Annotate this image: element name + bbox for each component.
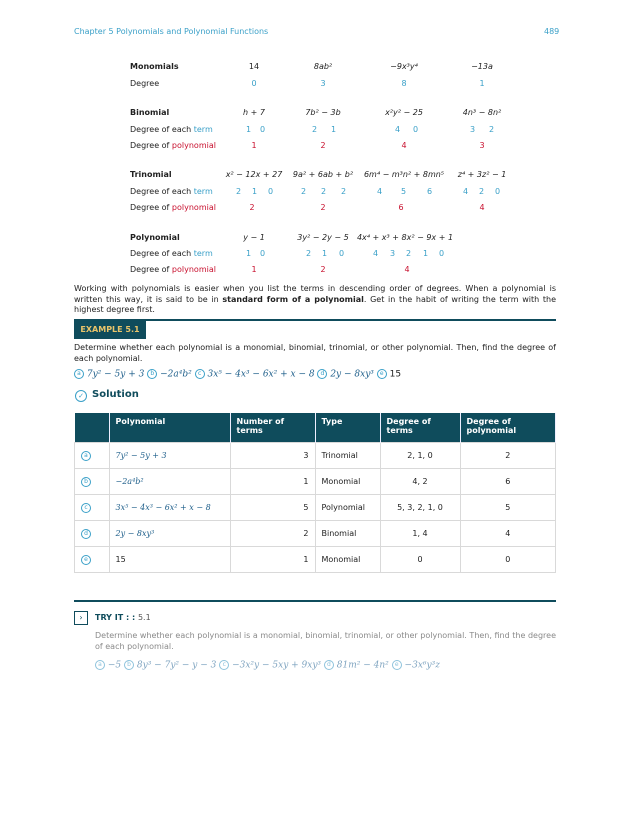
deg-terms-cell: 5, 3, 2, 1, 0 bbox=[380, 495, 460, 521]
letter-c-icon: c bbox=[195, 369, 205, 379]
polynomial-degree: 2 bbox=[320, 141, 326, 150]
letter-d-icon: d bbox=[317, 369, 327, 379]
letter-b-icon: b bbox=[147, 369, 157, 379]
table-row bbox=[75, 443, 556, 469]
tryit-expression: −5 bbox=[107, 660, 122, 671]
table-header: Polynomial bbox=[109, 413, 230, 443]
degree-polynomial-label bbox=[130, 265, 216, 274]
letter-c-icon: c bbox=[81, 503, 91, 513]
row-letter-cell bbox=[75, 547, 110, 573]
standard-form-term: standard form of a polynomial bbox=[222, 294, 364, 304]
polynomial-cell: −2a⁴b² bbox=[109, 469, 230, 495]
polynomial-word: polynomial bbox=[171, 141, 216, 150]
monomial-term: −9x³y⁴ bbox=[390, 62, 418, 71]
term-degree: 0 bbox=[439, 249, 445, 258]
tryit-divider bbox=[74, 600, 556, 602]
label-text: Degree of bbox=[130, 203, 172, 212]
row-letter-cell bbox=[75, 469, 110, 495]
term-degree: 4 bbox=[373, 249, 379, 258]
table-row bbox=[75, 547, 556, 573]
polynomial-degree: 6 bbox=[398, 203, 404, 212]
monomial-term: −13a bbox=[471, 62, 493, 71]
type-cell: Trinomial bbox=[315, 443, 380, 469]
degree-each-term-label bbox=[130, 125, 213, 134]
letter-e-icon: e bbox=[377, 369, 387, 379]
monomial-term: 14 bbox=[248, 62, 260, 71]
term-degree: 3 bbox=[390, 249, 396, 258]
polynomial-degree: 2 bbox=[249, 203, 255, 212]
term-degree: 0 bbox=[339, 249, 345, 258]
paragraph-text: . Get in the habit of writing the term with the highest degree first. bbox=[74, 294, 556, 314]
table-header: Degree of terms bbox=[380, 413, 460, 443]
term-degree: 2 bbox=[306, 249, 312, 258]
example-expression: 3x⁵ − 4x³ − 6x² + x − 8 bbox=[207, 369, 315, 380]
term-degree: 1 bbox=[252, 187, 258, 196]
letter-a-icon: a bbox=[81, 451, 91, 461]
tryit-label: TRY IT : : bbox=[95, 613, 136, 622]
num-terms-cell: 1 bbox=[230, 547, 315, 573]
monomial-degree: 3 bbox=[320, 79, 326, 88]
term-degree: 0 bbox=[413, 125, 419, 134]
example-expression: 7y² − 5y + 3 bbox=[86, 369, 145, 380]
term-degree: 4 bbox=[377, 187, 383, 196]
label-text: Degree of bbox=[130, 141, 172, 150]
polynomial-degree: 2 bbox=[320, 265, 326, 274]
monomials-label: Monomials bbox=[130, 62, 179, 71]
num-terms-cell: 3 bbox=[230, 443, 315, 469]
example-tab: EXAMPLE 5.1 bbox=[74, 321, 146, 339]
type-cell: Monomial bbox=[315, 469, 380, 495]
term-degree: 1 bbox=[246, 125, 252, 134]
letter-e-icon: e bbox=[392, 660, 402, 670]
polynomial-label: Polynomial bbox=[130, 233, 180, 242]
term-degree: 2 bbox=[406, 249, 412, 258]
tryit-items bbox=[95, 660, 556, 671]
tryit-title bbox=[95, 613, 151, 622]
checkmark-icon: ✓ bbox=[75, 390, 87, 402]
degree-each-term-label bbox=[130, 249, 213, 258]
term-degree: 2 bbox=[489, 125, 495, 134]
example-items bbox=[74, 369, 556, 380]
standard-form-paragraph bbox=[74, 284, 556, 316]
term-word: term bbox=[193, 249, 213, 258]
table-header: Degree of polynomial bbox=[460, 413, 556, 443]
degree-polynomial-label bbox=[130, 141, 216, 150]
label-text: Degree of each bbox=[130, 125, 194, 134]
example-expression: 15 bbox=[389, 369, 402, 380]
term-degree: 1 bbox=[423, 249, 429, 258]
deg-terms-cell: 2, 1, 0 bbox=[380, 443, 460, 469]
polynomial-degree: 4 bbox=[479, 203, 485, 212]
example-expression: 2y − 8xy³ bbox=[330, 369, 374, 380]
term-degree: 2 bbox=[479, 187, 485, 196]
letter-a-icon: a bbox=[74, 369, 84, 379]
polynomial-word: polynomial bbox=[171, 265, 216, 274]
trinomial-term: 9a² + 6ab + b² bbox=[292, 170, 354, 179]
row-letter-cell bbox=[75, 495, 110, 521]
term-degree: 0 bbox=[260, 125, 266, 134]
table-header: Number of terms bbox=[230, 413, 315, 443]
term-degree: 1 bbox=[322, 249, 328, 258]
tryit-expression: −3x²y − 5xy + 9xy³ bbox=[232, 660, 322, 671]
binomial-term: 7b² − 3b bbox=[305, 108, 341, 117]
example-divider bbox=[74, 319, 556, 321]
solution-title: Solution bbox=[92, 389, 139, 400]
term-degree: 2 bbox=[321, 187, 327, 196]
polynomial-degree: 4 bbox=[401, 141, 407, 150]
deg-terms-cell: 0 bbox=[380, 547, 460, 573]
table-header-blank bbox=[75, 413, 110, 443]
example-prompt: Determine whether each polynomial is a monomial, binomial, trinomial, or other polynomial. Then, find the degree of each polynomial. bbox=[74, 343, 556, 363]
trinomial-term: 6m⁴ − m³n² + 8mn⁵ bbox=[363, 170, 445, 179]
chapter-header: Chapter 5 Polynomials and Polynomial Functions bbox=[74, 27, 269, 36]
page-number: 489 bbox=[544, 27, 560, 36]
letter-c-icon: c bbox=[219, 660, 229, 670]
row-letter-cell bbox=[75, 443, 110, 469]
deg-terms-cell: 1, 4 bbox=[380, 521, 460, 547]
table-header-row bbox=[75, 413, 556, 443]
label-text: Degree of each bbox=[130, 187, 194, 196]
polynomial-cell: 7y² − 5y + 3 bbox=[109, 443, 230, 469]
polynomial-term: 4x⁴ + x³ + 8x² − 9x + 1 bbox=[356, 233, 454, 242]
term-word: term bbox=[193, 187, 213, 196]
letter-a-icon: a bbox=[95, 660, 105, 670]
polynomial-term: y − 1 bbox=[243, 233, 265, 242]
polynomial-cell: 2y − 8xy³ bbox=[109, 521, 230, 547]
polynomial-cell: 3x⁵ − 4x³ − 6x² + x − 8 bbox=[109, 495, 230, 521]
binomial-label: Binomial bbox=[130, 108, 170, 117]
trinomial-term: x² − 12x + 27 bbox=[225, 170, 283, 179]
term-degree: 2 bbox=[312, 125, 318, 134]
term-degree: 0 bbox=[495, 187, 501, 196]
term-degree: 4 bbox=[463, 187, 469, 196]
table-header: Type bbox=[315, 413, 380, 443]
term-degree: 3 bbox=[470, 125, 476, 134]
polynomial-degree: 1 bbox=[251, 265, 257, 274]
term-degree: 1 bbox=[246, 249, 252, 258]
num-terms-cell: 5 bbox=[230, 495, 315, 521]
type-cell: Polynomial bbox=[315, 495, 380, 521]
num-terms-cell: 1 bbox=[230, 469, 315, 495]
term-degree: 6 bbox=[427, 187, 433, 196]
letter-e-icon: e bbox=[81, 555, 91, 565]
tryit-expression: −3x⁶y³z bbox=[404, 660, 440, 671]
letter-b-icon: b bbox=[124, 660, 134, 670]
degree-label: Degree bbox=[130, 79, 160, 88]
tryit-expression: 81m² − 4n² bbox=[336, 660, 389, 671]
trinomial-term: z⁴ + 3z² − 1 bbox=[457, 170, 507, 179]
chevron-right-icon: › bbox=[74, 611, 88, 625]
polynomial-term: 3y² − 2y − 5 bbox=[297, 233, 349, 242]
term-degree: 2 bbox=[341, 187, 347, 196]
letter-d-icon: d bbox=[324, 660, 334, 670]
monomial-degree: 8 bbox=[401, 79, 407, 88]
binomial-term: x²y² − 25 bbox=[385, 108, 423, 117]
deg-terms-cell: 4, 2 bbox=[380, 469, 460, 495]
letter-b-icon: b bbox=[81, 477, 91, 487]
term-degree: 0 bbox=[260, 249, 266, 258]
letter-d-icon: d bbox=[81, 529, 91, 539]
term-degree: 1 bbox=[331, 125, 337, 134]
term-degree: 4 bbox=[395, 125, 401, 134]
polynomial-degree: 4 bbox=[404, 265, 410, 274]
table-row bbox=[75, 469, 556, 495]
label-text: Degree of bbox=[130, 265, 172, 274]
monomial-degree: 0 bbox=[251, 79, 257, 88]
polynomial-word: polynomial bbox=[171, 203, 216, 212]
type-cell: Monomial bbox=[315, 547, 380, 573]
term-degree: 2 bbox=[236, 187, 242, 196]
label-text: Degree of each bbox=[130, 249, 194, 258]
solution-table bbox=[74, 413, 556, 573]
degree-polynomial-label bbox=[130, 203, 216, 212]
row-letter-cell bbox=[75, 521, 110, 547]
tryit-prompt: Determine whether each polynomial is a monomial, binomial, trinomial, or other polynomial. Then, find the degree of each polynomial. bbox=[95, 631, 556, 651]
deg-poly-cell: 4 bbox=[460, 521, 556, 547]
term-word: term bbox=[193, 125, 213, 134]
term-degree: 2 bbox=[301, 187, 307, 196]
table-row bbox=[75, 521, 556, 547]
term-degree: 0 bbox=[268, 187, 274, 196]
deg-poly-cell: 0 bbox=[460, 547, 556, 573]
deg-poly-cell: 5 bbox=[460, 495, 556, 521]
polynomial-cell: 15 bbox=[109, 547, 230, 573]
num-terms-cell: 2 bbox=[230, 521, 315, 547]
paragraph-text: Working with polynomials is easier when you list the terms in descending order of degrees. When a polynomial is written this way, it is said to be in bbox=[74, 284, 556, 304]
polynomial-degree: 2 bbox=[320, 203, 326, 212]
binomial-term: 4n³ − 8n² bbox=[462, 108, 502, 117]
polynomial-degree: 3 bbox=[479, 141, 485, 150]
monomial-term: 8ab² bbox=[313, 62, 333, 71]
table-row bbox=[75, 495, 556, 521]
term-degree: 5 bbox=[401, 187, 407, 196]
example-expression: −2a⁴b² bbox=[160, 369, 192, 380]
degree-each-term-label bbox=[130, 187, 213, 196]
deg-poly-cell: 2 bbox=[460, 443, 556, 469]
type-cell: Binomial bbox=[315, 521, 380, 547]
binomial-term: h + 7 bbox=[243, 108, 265, 117]
trinomial-label: Trinomial bbox=[130, 170, 172, 179]
tryit-expression: 8y³ − 7y² − y − 3 bbox=[136, 660, 217, 671]
deg-poly-cell: 6 bbox=[460, 469, 556, 495]
tryit-number: 5.1 bbox=[137, 613, 151, 622]
polynomial-degree: 1 bbox=[251, 141, 257, 150]
monomial-degree: 1 bbox=[479, 79, 485, 88]
